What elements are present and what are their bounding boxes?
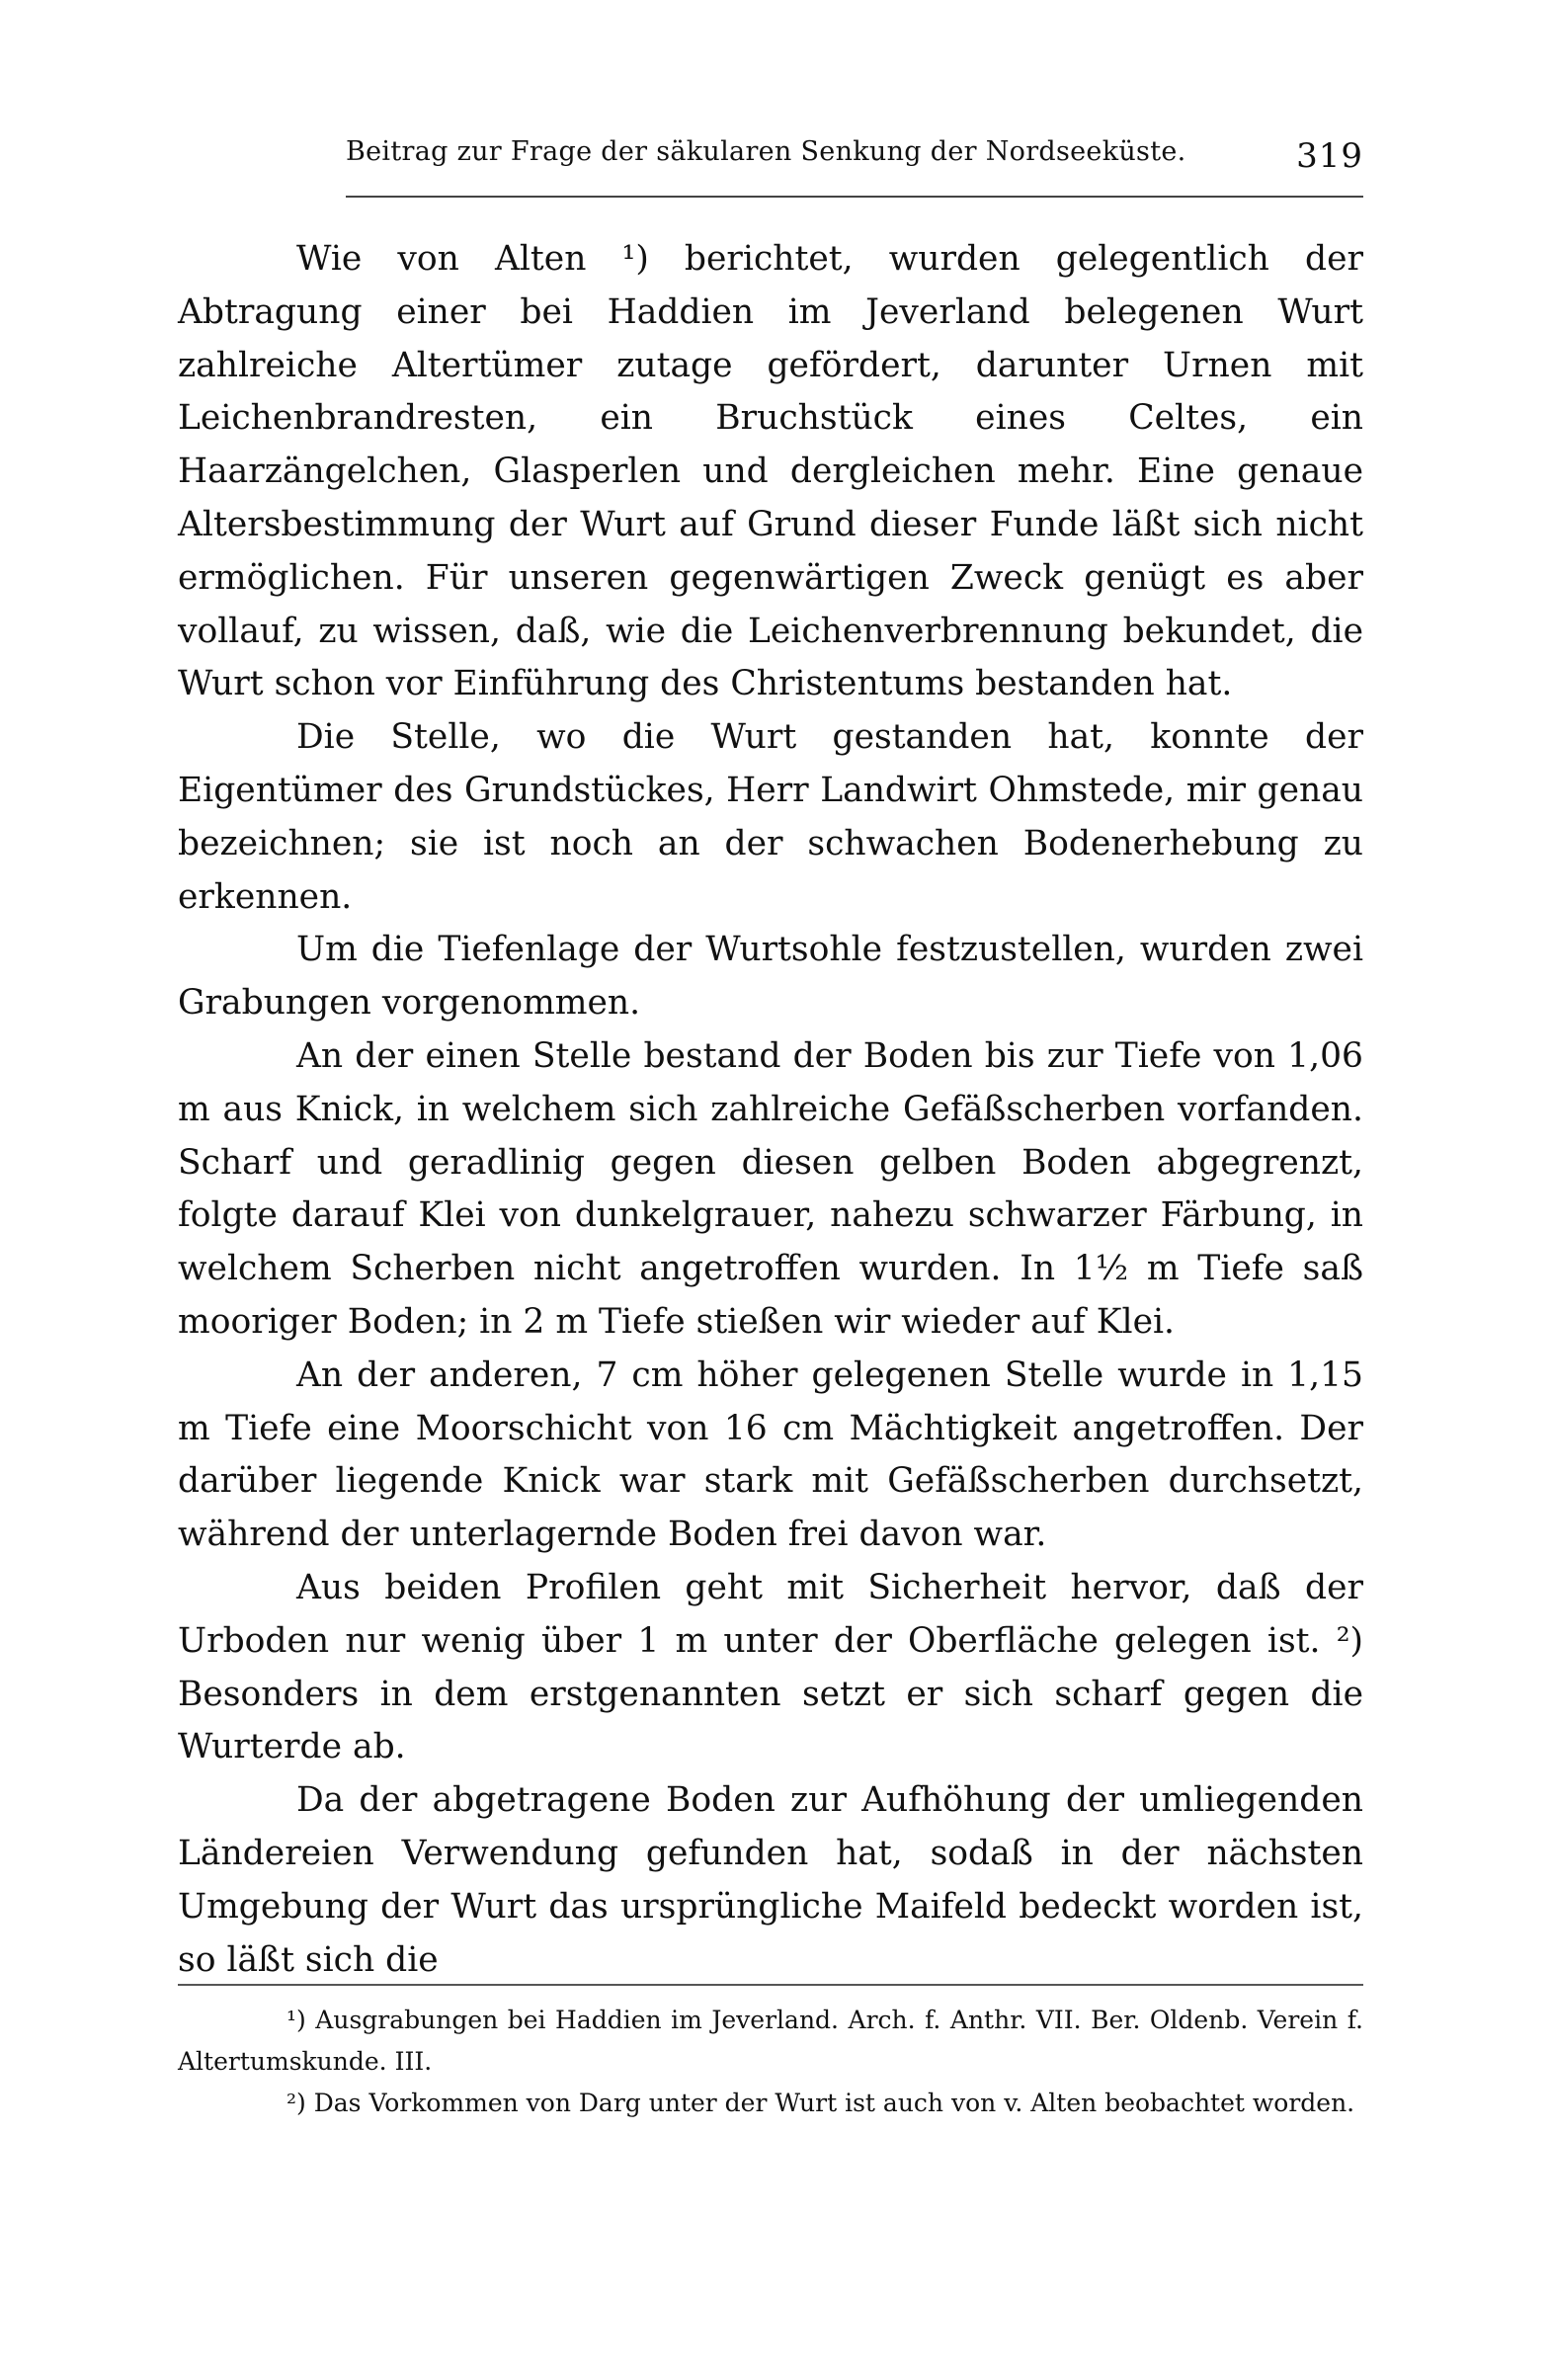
- body-text: [178, 233, 1363, 1987]
- running-head: [346, 136, 1363, 186]
- header-rule: [346, 196, 1363, 198]
- footnote-2: ²) Das Vorkommen von Darg unter der Wurt ist auch von v. Alten beobachtet worden.: [286, 2089, 1355, 2117]
- paragraph-1: Wie von Alten ¹) berichtet, wurden gelegentlich der Abtragung einer bei Haddien im Jeverland belegenen Wurt zahlreiche Altertümer zutage gefördert, darunter Urnen mit Leichenbrandresten, ein Bruchstück eines Celtes, ein Haarzängelchen, Glasperlen und dergleichen mehr. Eine genaue Altersbestimmung der Wurt auf Grund dieser Funde läßt sich nicht ermöglichen. Für unseren gegenwärtigen Zweck genügt es aber vollauf, zu wissen, daß, wie die Leichenverbrennung bekundet, die Wurt schon vor Einführung des Christentums bestanden hat.: [178, 239, 1363, 704]
- paragraph-7: Da der abgetragene Boden zur Aufhöhung der umliegenden Ländereien Verwendung gefunden hat, sodaß in der nächsten Umgebung der Wurt das ursprüngliche Maifeld bedeckt worden ist, so läßt sich die: [178, 1780, 1363, 1980]
- footnote-rule: [178, 1984, 1363, 1986]
- paragraph-6: Aus beiden Profilen geht mit Sicherheit hervor, daß der Urboden nur wenig über 1 m unter der Oberfläche gelegen ist. ²) Besonders in dem erstgenannten setzt er sich scharf gegen die Wurterde ab.: [178, 1567, 1363, 1767]
- page-number: 319: [1296, 136, 1363, 176]
- running-title: Beitrag zur Frage der säkularen Senkung der Nordseeküste.: [346, 136, 1186, 167]
- footnote-1: ¹) Ausgrabungen bei Haddien im Jeverland. Arch. f. Anthr. VII. Ber. Oldenb. Verein f. Altertumskunde. III.: [178, 2006, 1363, 2076]
- paragraph-5: An der anderen, 7 cm höher gelegenen Stelle wurde in 1,15 m Tiefe eine Moorschicht von 16 cm Mächtigkeit angetroffen. Der darüber liegende Knick war stark mit Gefäßscherben durchsetzt, während der unterlagernde Boden frei davon war.: [178, 1354, 1363, 1555]
- paragraph-2: Die Stelle, wo die Wurt gestanden hat, konnte der Eigentümer des Grundstückes, Herr Landwirt Ohmstede, mir genau bezeichnen; sie ist noch an der schwachen Bodenerhebung zu erkennen.: [178, 717, 1363, 917]
- paragraph-3: Um die Tiefenlage der Wurtsohle festzustellen, wurden zwei Grabungen vorgenommen.: [178, 930, 1363, 1024]
- footnotes: [178, 2000, 1363, 2124]
- paragraph-4: An der einen Stelle bestand der Boden bis zur Tiefe von 1,06 m aus Knick, in welchem sich zahlreiche Gefäßscherben vorfanden. Scharf und geradlinig gegen diesen gelben Boden abgegrenzt, folgte darauf Klei von dunkelgrauer, nahezu schwarzer Färbung, in welchem Scherben nicht angetroffen wurden. In 1½ m Tiefe saß mooriger Boden; in 2 m Tiefe stießen wir wieder auf Klei.: [178, 1035, 1363, 1342]
